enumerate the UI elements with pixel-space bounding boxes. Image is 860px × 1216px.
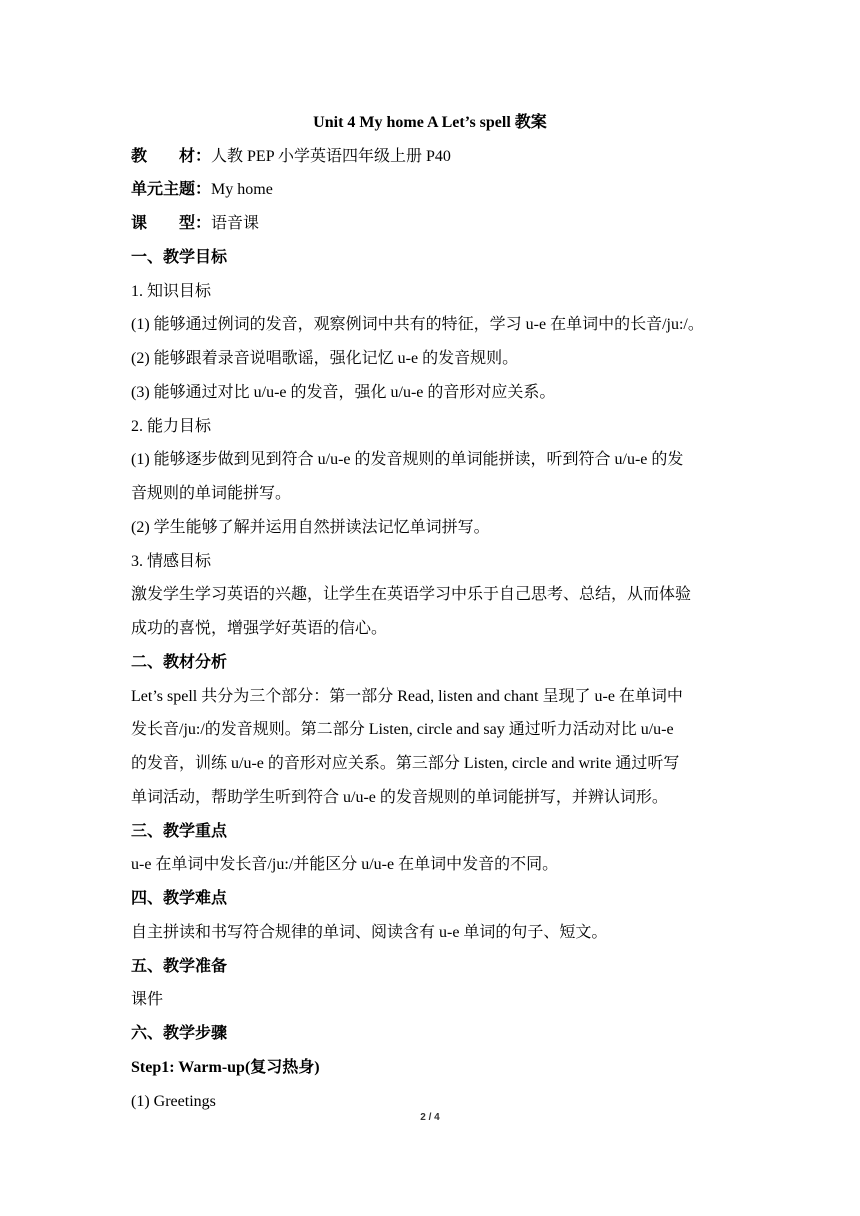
step-1-item-1: (1) Greetings: [131, 1093, 216, 1110]
analysis-line-4: 单词活动，帮助学生听到符合 u/u-e 的发音规则的单词能拼写，并辨认词形。: [131, 789, 668, 806]
theme-label: 单元主题：: [131, 181, 212, 198]
subheading-knowledge: 1. 知识目标: [131, 283, 212, 300]
section-heading-analysis: 二、教材分析: [131, 654, 228, 671]
analysis-line-2: 发长音/ju:/的发音规则。第二部分 Listen, circle and say 通过听力活动对比 u/u-e: [131, 721, 674, 738]
section-heading-steps: 六、教学步骤: [131, 1025, 228, 1042]
page-number: 2 / 4: [420, 1112, 440, 1123]
ability-item-1-line-1: (1) 能够逐步做到见到符合 u/u-e 的发音规则的单词能拼读，听到符合 u/u-e 的发: [131, 451, 684, 468]
analysis-line-1: Let’s spell 共分为三个部分：第一部分 Read, listen and chant 呈现了 u-e 在单词中: [131, 688, 683, 705]
key-points-text: u-e 在单词中发长音/ju:/并能区分 u/u-e 在单词中发音的不同。: [131, 856, 559, 873]
emotion-line-2: 成功的喜悦，增强学好英语的信心。: [131, 620, 388, 637]
section-heading-objectives: 一、教学目标: [131, 249, 228, 266]
difficulties-text: 自主拼读和书写符合规律的单词、阅读含有 u-e 单词的句子、短文。: [131, 924, 608, 941]
knowledge-item-1: (1) 能够通过例词的发音，观察例词中共有的特征，学习 u-e 在单词中的长音/ju:/。: [131, 316, 704, 333]
knowledge-item-3: (3) 能够通过对比 u/u-e 的发音，强化 u/u-e 的音形对应关系。: [131, 384, 556, 401]
analysis-line-3: 的发音，训练 u/u-e 的音形对应关系。第三部分 Listen, circle and write 通过听写: [131, 755, 680, 772]
section-heading-difficulties: 四、教学难点: [131, 890, 228, 907]
knowledge-item-2: (2) 能够跟着录音说唱歌谣，强化记忆 u-e 的发音规则。: [131, 350, 519, 367]
ability-item-2: (2) 学生能够了解并运用自然拼读法记忆单词拼写。: [131, 519, 490, 536]
type-value: 语音课: [211, 215, 260, 232]
step-1-heading: Step1: Warm-up(复习热身): [131, 1059, 320, 1076]
document-title: Unit 4 My home A Let’s spell 教案: [313, 114, 547, 131]
emotion-line-1: 激发学生学习英语的兴趣，让学生在英语学习中乐于自己思考、总结，从而体验: [131, 586, 692, 603]
meta-material: [131, 147, 731, 167]
ability-item-1-line-2: 音规则的单词能拼写。: [131, 485, 292, 502]
preparation-text: 课件: [131, 991, 164, 1008]
meta-theme: [131, 180, 731, 200]
theme-value: My home: [211, 181, 273, 198]
material-value: 人教 PEP 小学英语四年级上册 P40: [211, 148, 451, 165]
section-heading-preparation: 五、教学准备: [131, 958, 228, 975]
meta-type: [131, 214, 731, 234]
material-label: 教 材：: [131, 148, 212, 165]
type-label: 课 型：: [131, 215, 212, 232]
subheading-ability: 2. 能力目标: [131, 418, 212, 435]
section-heading-key-points: 三、教学重点: [131, 823, 228, 840]
subheading-emotion: 3. 情感目标: [131, 553, 212, 570]
